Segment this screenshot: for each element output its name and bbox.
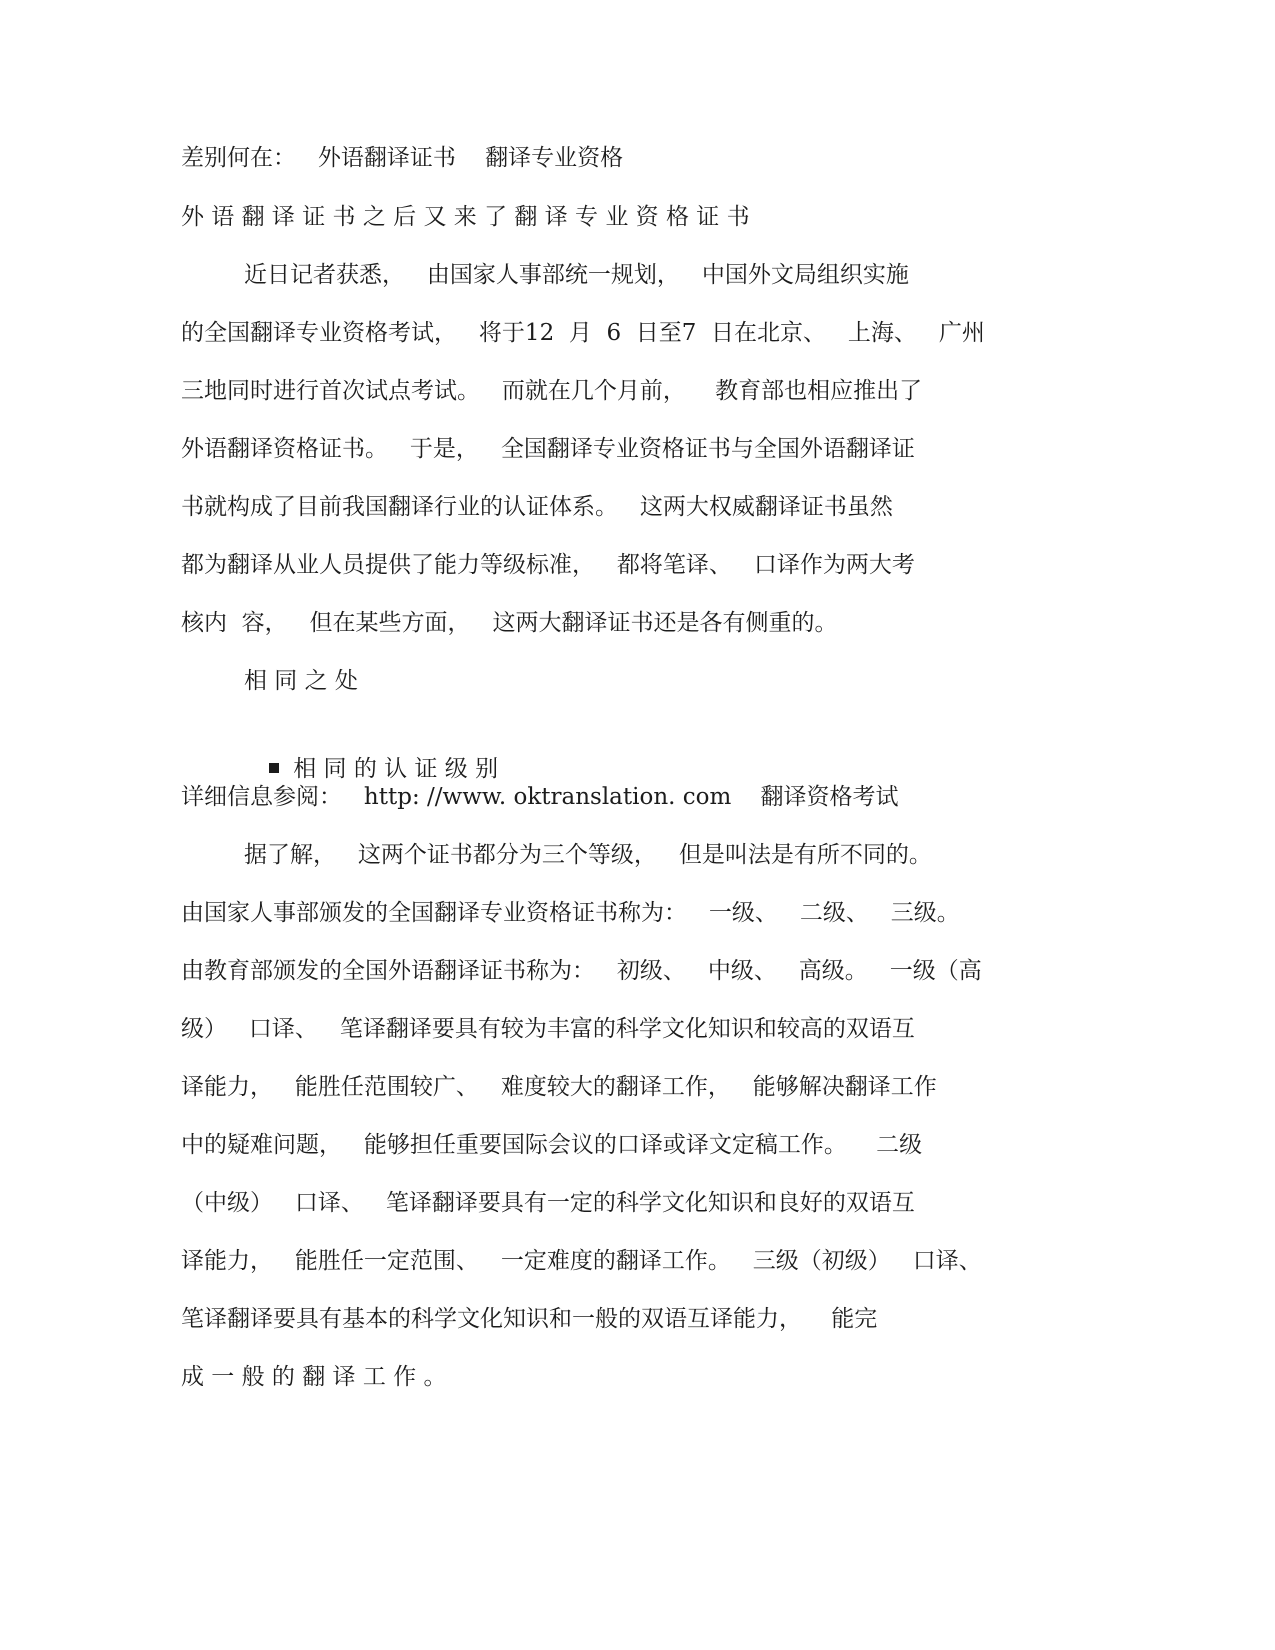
paragraph-line: 核内 容， 但在某些方面， 这两大翻译证书还是各有侧重的。 xyxy=(181,610,838,636)
paragraph-line: 三地同时进行首次试点考试。 而就在几个月前， 教育部也相应推出了 xyxy=(181,378,923,404)
paragraph-line: （中级） 口译、 笔译翻译要具有一定的科学文化知识和良好的双语互 xyxy=(181,1190,915,1216)
paragraph-line: 成 一 般 的 翻 译 工 作 。 xyxy=(181,1364,447,1390)
paragraph-line: 书就构成了目前我国翻译行业的认证体系。 这两大权威翻译证书虽然 xyxy=(181,494,893,520)
paragraph-line: 的全国翻译专业资格考试， 将于12 月 6 日至7 日在北京、 上海、 广州 xyxy=(181,320,985,346)
paragraph-line: 级） 口译、 笔译翻译要具有较为丰富的科学文化知识和较高的双语互 xyxy=(181,1016,915,1042)
paragraph-line: 近日记者获悉， 由国家人事部统一规划， 中国外文局组织实施 xyxy=(244,262,909,288)
paragraph-line: 由教育部颁发的全国外语翻译证书称为： 初级、 中级、 高级。 一级（高 xyxy=(181,958,982,984)
paragraph-line: 译能力， 能胜任范围较广、 难度较大的翻译工作， 能够解决翻译工作 xyxy=(181,1074,937,1100)
paragraph-line: 据了解， 这两个证书都分为三个等级， 但是叫法是有所不同的。 xyxy=(244,842,932,868)
square-bullet-icon xyxy=(269,763,279,773)
section-heading: 相 同 之 处 xyxy=(244,668,358,694)
paragraph-line: 外语翻译资格证书。 于是， 全国翻译专业资格证书与全国外语翻译证 xyxy=(181,436,915,462)
reference-line: 详细信息参阅： http: //www. oktranslation. com 翻译资格考试 xyxy=(181,784,899,810)
paragraph-line: 译能力， 能胜任一定范围、 一定难度的翻译工作。 三级（初级） 口译、 xyxy=(181,1248,982,1274)
bullet-heading: 相 同 的 认 证 级 别 xyxy=(293,756,499,782)
paragraph-line: 笔译翻译要具有基本的科学文化知识和一般的双语互译能力， 能完 xyxy=(181,1306,878,1332)
paragraph-line: 由国家人事部颁发的全国翻译专业资格证书称为： 一级、 二级、 三级。 xyxy=(181,900,960,926)
paragraph-line: 都为翻译从业人员提供了能力等级标准， 都将笔译、 口译作为两大考 xyxy=(181,552,915,578)
document-subtitle-line: 外 语 翻 译 证 书 之 后 又 来 了 翻 译 专 业 资 格 证 书 xyxy=(181,204,750,230)
paragraph-line: 中的疑难问题， 能够担任重要国际会议的口译或译文定稿工作。 二级 xyxy=(181,1132,923,1158)
document-title-line: 差别何在： 外语翻译证书 翻译专业资格 xyxy=(181,145,624,171)
